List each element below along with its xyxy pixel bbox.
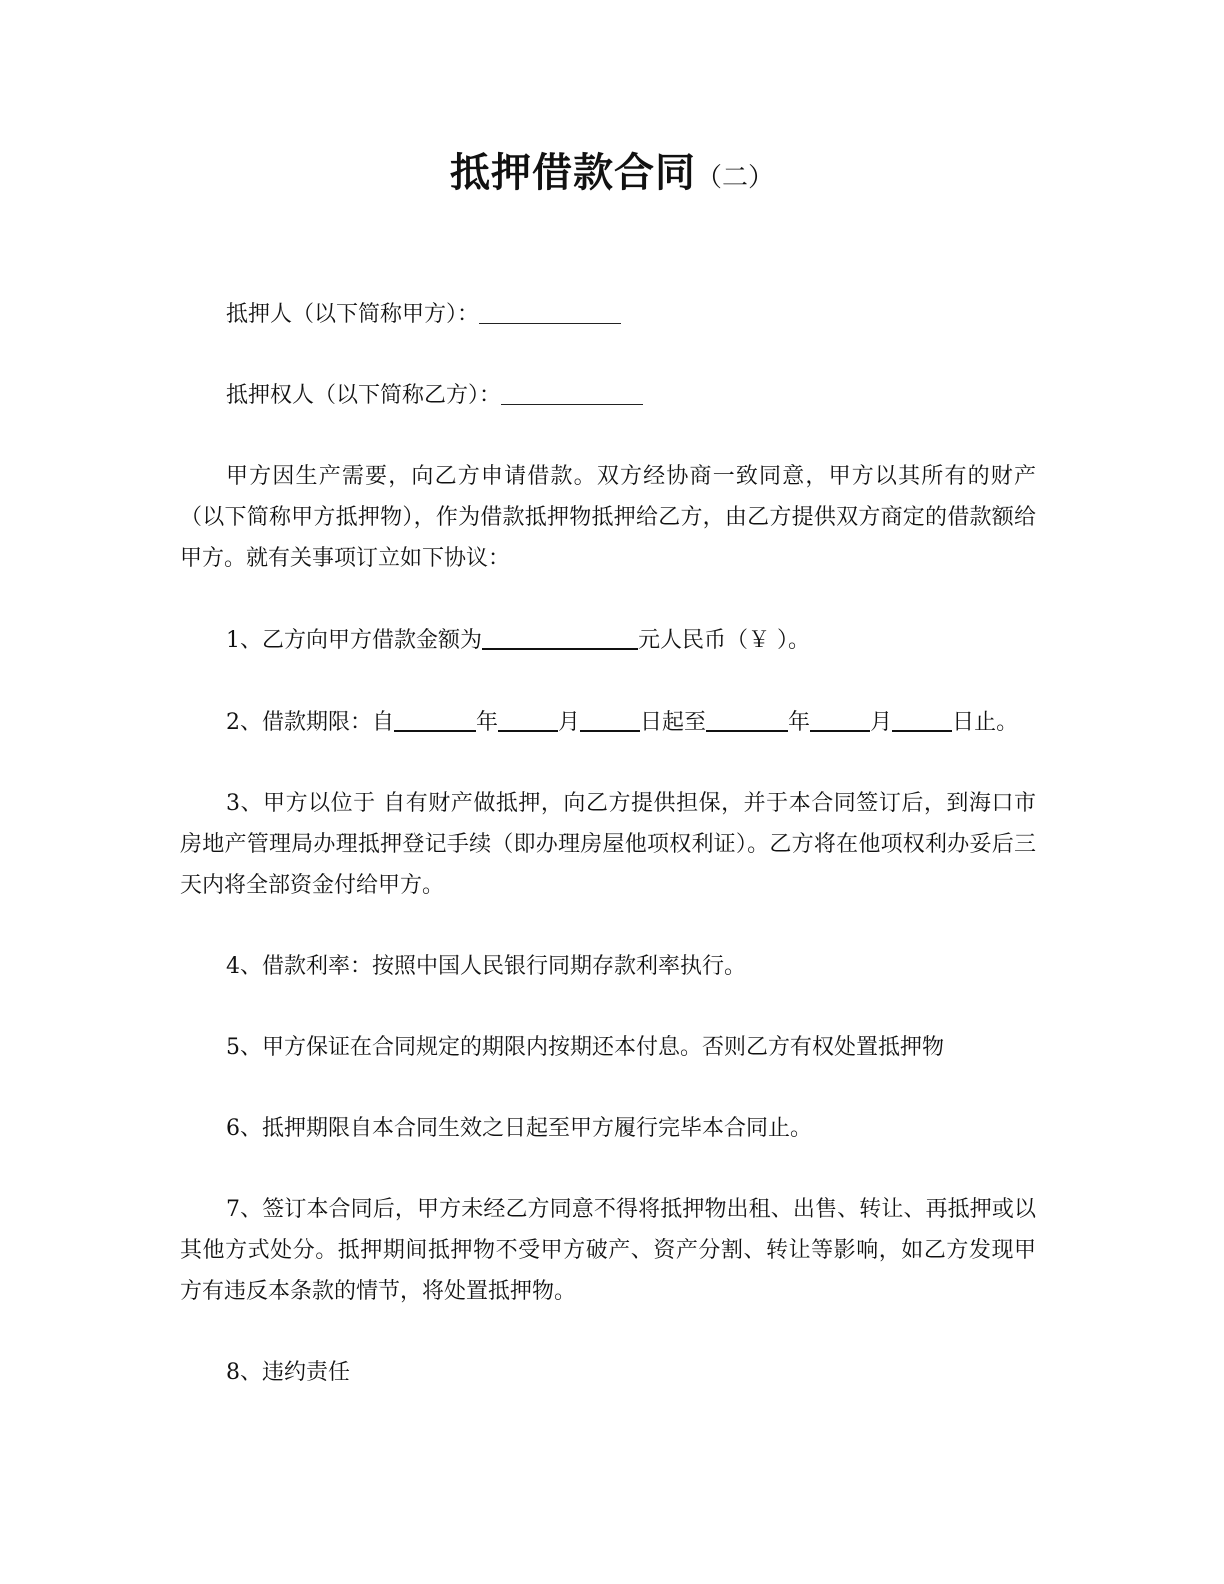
clause-3: 3、甲方以位于 自有财产做抵押，向乙方提供担保，并于本合同签订后，到海口市房地产管理局办理抵押登记手续（即办理房屋他项权利证）。乙方将在他项权利办妥后三天内将全部资金付给甲方。 [180,791,1036,898]
start-month-blank [498,706,558,732]
day-end-label: 日止。 [952,710,1019,735]
mortgagor-label: 抵押人（以下简称甲方）： [226,302,480,327]
clause-5: 5、甲方保证在合同规定的期限内按期还本付息。否则乙方有权处置抵押物 [226,1035,944,1060]
year-label: 年 [788,710,811,735]
title-main: 抵押借款合同 [449,150,696,196]
title-sub: （二） [695,163,774,193]
clause-7: 7、签订本合同后，甲方未经乙方同意不得将抵押物出租、出售、转让、再抵押或以其他方式处分。抵押期间抵押物不受甲方破产、资产分割、转让等影响，如乙方发现甲方有违反本条款的情节，将处置抵押物。 [180,1197,1036,1304]
month-label: 月 [558,710,581,735]
clause-2-prefix: 2、借款期限：自 [226,710,394,735]
end-day-blank [892,706,952,732]
clause-1-prefix: 1、乙方向甲方借款金额为 [226,628,482,653]
mortgagee-label: 抵押权人（以下简称乙方）： [226,383,502,408]
clause-1-suffix: 元人民币（￥ ）。 [638,628,810,653]
start-year-blank [394,706,476,732]
year-label: 年 [476,710,499,735]
clause-4: 4、借款利率：按照中国人民银行同期存款利率执行。 [226,954,746,979]
clause-1 [180,620,1036,661]
mortgagee-blank [501,380,643,405]
clause-8: 8、违约责任 [226,1360,350,1385]
clause-2 [180,702,1036,743]
end-month-blank [810,706,870,732]
document-title [0,143,1224,208]
start-day-blank [580,706,640,732]
clause-6: 6、抵押期限自本合同生效之日起至甲方履行完毕本合同止。 [226,1116,812,1141]
mortgagee-line [180,375,1036,416]
intro-paragraph: 甲方因生产需要，向乙方申请借款。双方经协商一致同意，甲方以其所有的财产 （以下简称甲方抵押物），作为借款抵押物抵押给乙方，由乙方提供双方商定的借款额给甲方。就有关事项订立如下协议： [180,464,1036,571]
mortgagor-blank [479,299,621,324]
day-from-label: 日起至 [640,710,707,735]
month-label: 月 [870,710,893,735]
end-year-blank [706,706,788,732]
mortgagor-line [180,294,1036,335]
loan-amount-blank [482,624,638,650]
